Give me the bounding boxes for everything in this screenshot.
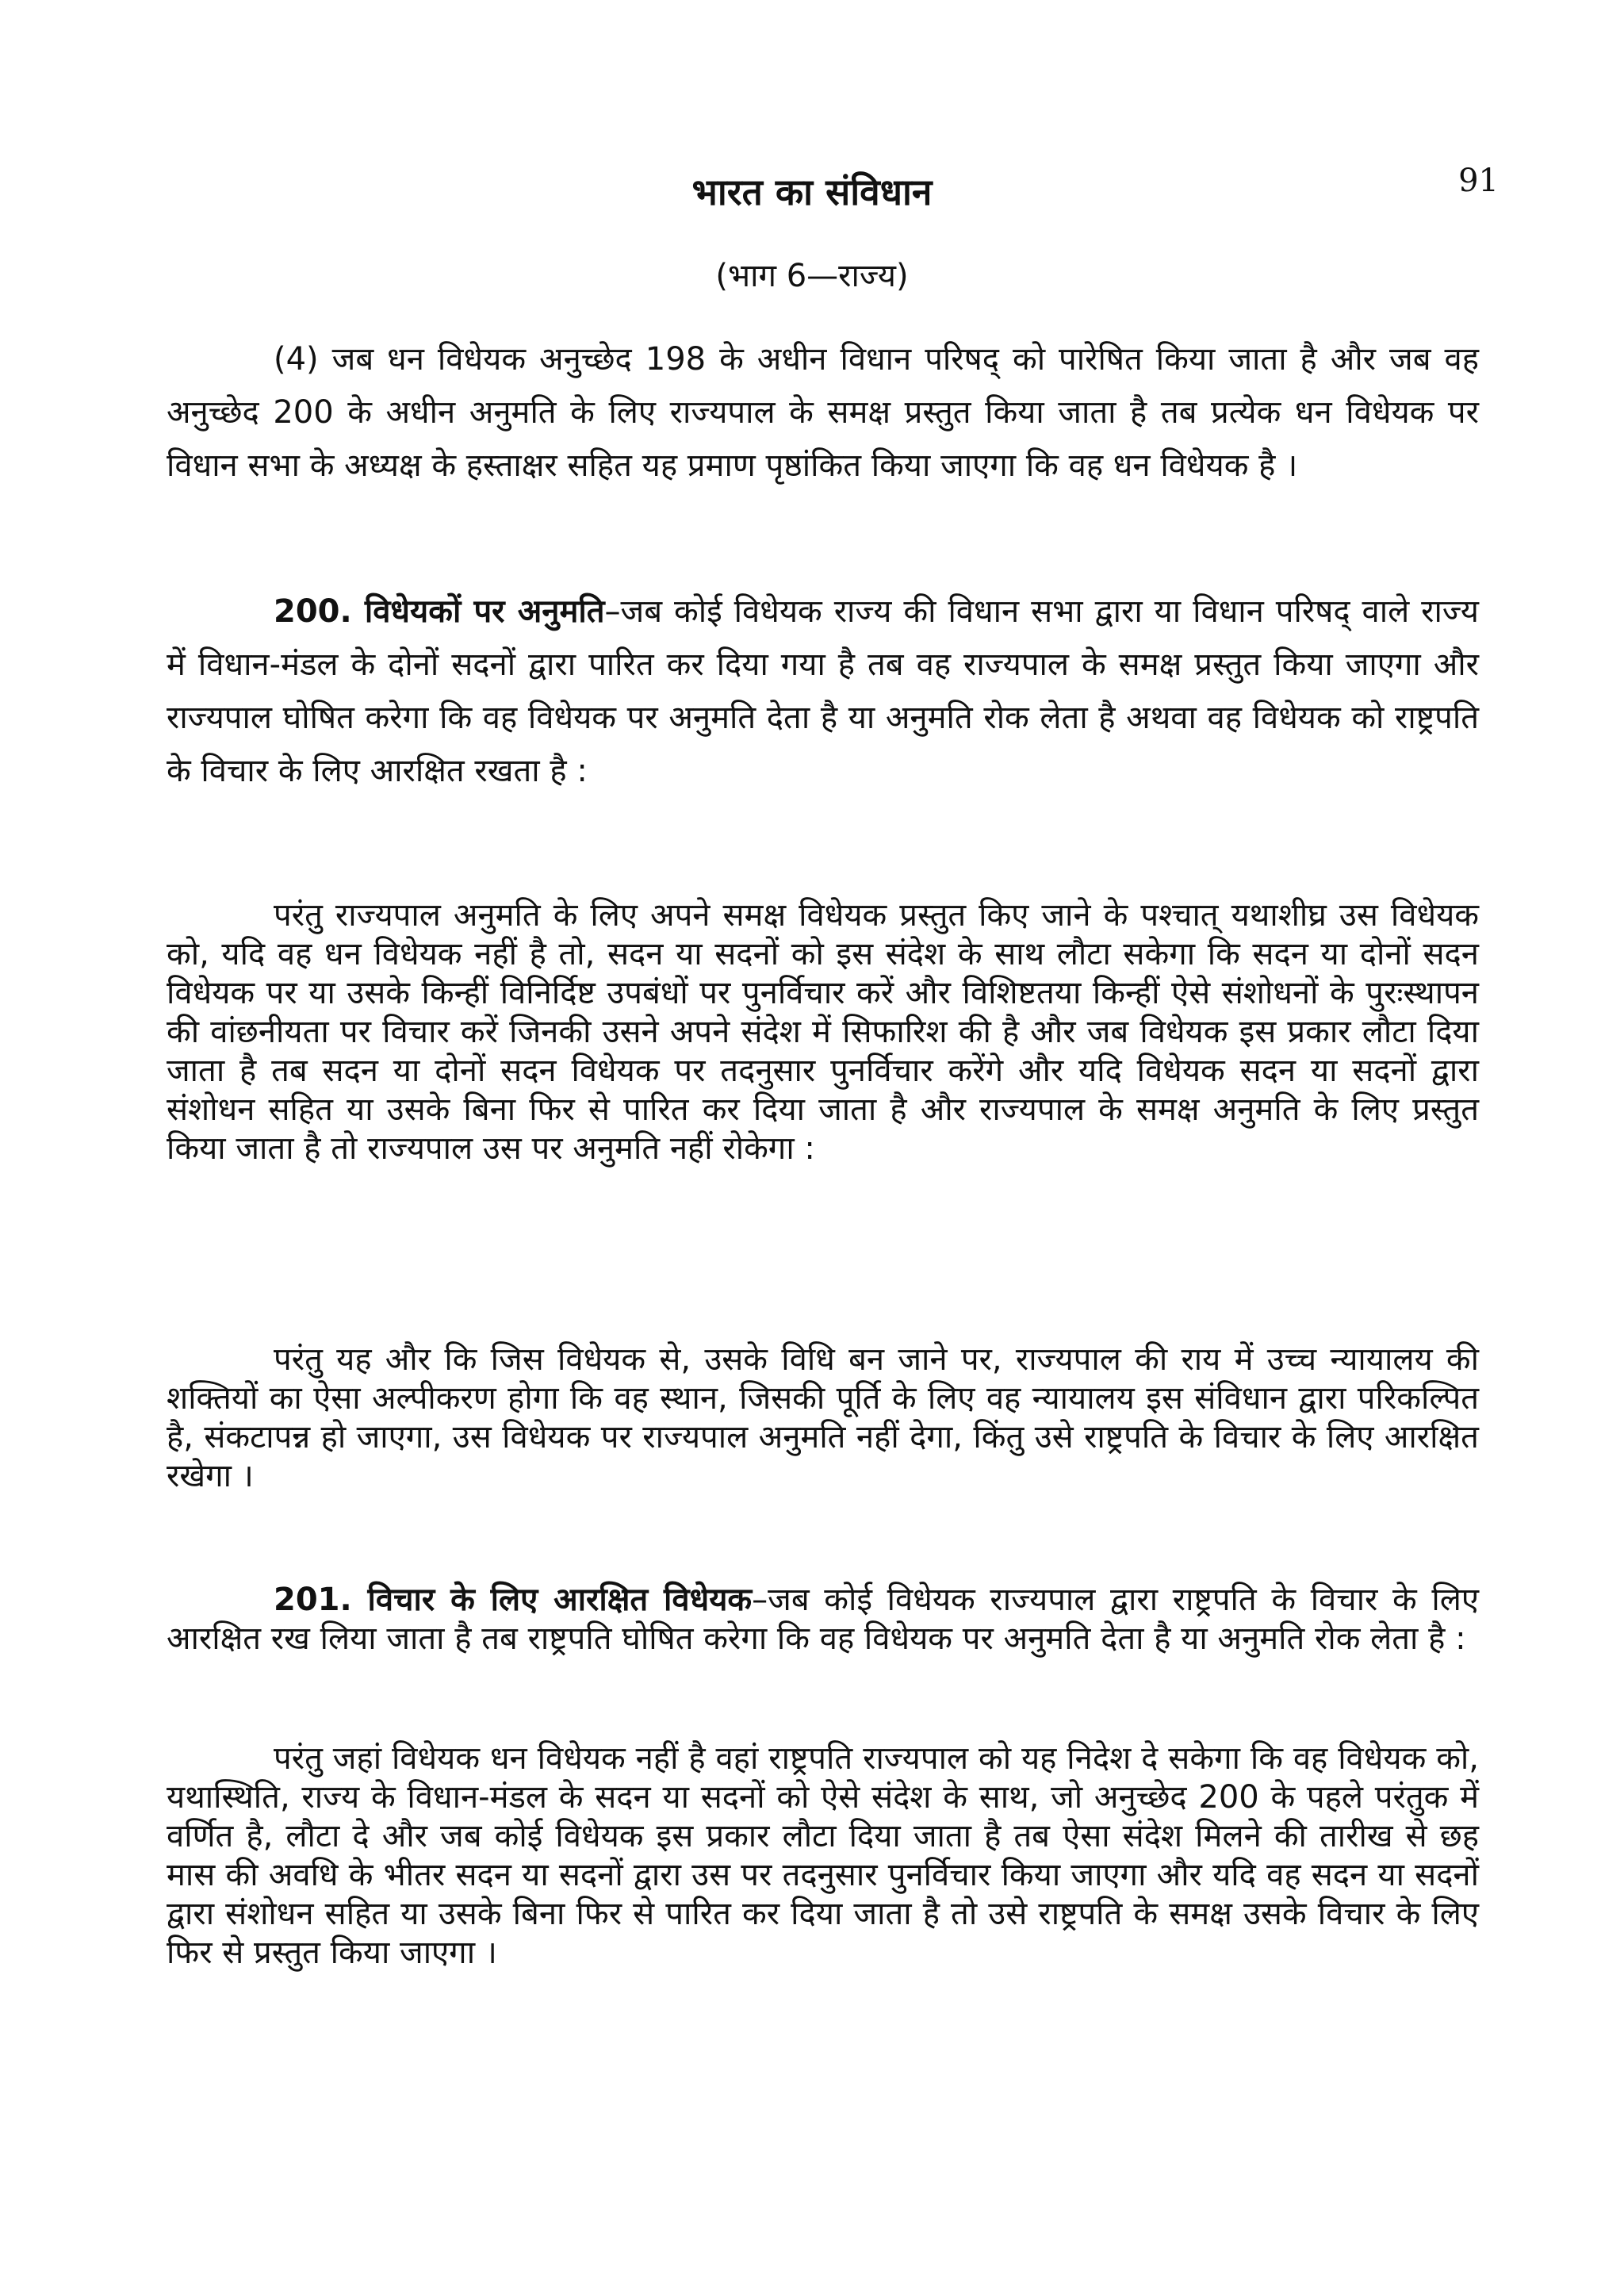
paragraph-text: परंतु जहां विधेयक धन विधेयक नहीं है वहां राष्ट्रपति राज्यपाल को यह निदेश दे सकेगा कि वह विधेयक को, यथास्थिति, राज्य के विधान-मंडल के सदन या सदनों को ऐसे संदेश के साथ, जो अनुच्छेद 200 के पहले परंतुक में वर्णित है, लौटा दे और जब कोई विधेयक इस प्रकार लौटा दिया जाता है तब ऐसा संदेश मिलने की तारीख से छह मास की अवधि के भीतर सदन या सदनों द्वारा उस पर तदनुसार पुनर्विचार किया जाएगा और यदि वह सदन या सदनों द्वारा संशोधन सहित या उसके बिना फिर से पारित कर दिया जाता है तो उसे राष्ट्रपति के समक्ष उसके विचार के लिए फिर से प्रस्तुत किया जाएगा । bbox=[167, 1740, 1479, 1971]
paragraph-article-201 bbox=[167, 1581, 1479, 1659]
paragraph-text: –जब कोई विधेयक राज्यपाल द्वारा राष्ट्रपति के विचार के लिए आरक्षित रख लिया जाता है तब राष्ट्रपति घोषित करेगा कि वह विधेयक पर अनुमति देता है या अनुमति रोक लेता है : bbox=[167, 1582, 1480, 1657]
page-number: 91 bbox=[1458, 163, 1499, 199]
paragraph-text: परंतु यह और कि जिस विधेयक से, उसके विधि बन जाने पर, राज्यपाल की राय में उच्च न्यायालय की शक्तियों का ऐसा अल्पीकरण होगा कि वह स्थान, जिसकी पूर्ति के लिए वह न्यायालय इस संविधान द्वारा परिकल्पित है, संकटापन्न हो जाएगा, उस विधेयक पर राज्यपाल अनुमति नहीं देगा, किंतु उसे राष्ट्रपति के विचार के लिए आरक्षित रखेगा । bbox=[167, 1341, 1479, 1494]
paragraph-proviso-2 bbox=[167, 1340, 1479, 1496]
article-heading: 201. विचार के लिए आरक्षित विधेयक bbox=[274, 1582, 753, 1618]
paragraph-text: (4) जब धन विधेयक अनुच्छेद 198 के अधीन विधान परिषद् को पारेषित किया जाता है और जब वह अनुच्छेद 200 के अधीन अनुमति के लिए राज्यपाल के समक्ष प्रस्तुत किया जाता है तब प्रत्येक धन विधेयक पर विधान सभा के अध्यक्ष के हस्ताक्षर सहित यह प्रमाण पृष्ठांकित किया जाएगा कि वह धन विधेयक है । bbox=[167, 341, 1479, 484]
paragraph-proviso-1 bbox=[167, 896, 1479, 1168]
paragraph-text: परंतु राज्यपाल अनुमति के लिए अपने समक्ष विधेयक प्रस्तुत किए जाने के पश्चात् यथाशीघ्र उस विधेयक को, यदि वह धन विधेयक नहीं है तो, सदन या सदनों को इस संदेश के साथ लौटा सकेगा कि सदन या दोनों सदन विधेयक पर या उसके किन्हीं विनिर्दिष्ट उपबंधों पर पुनर्विचार करें और विशिष्टतया किन्हीं ऐसे संशोधनों के पुरःस्थापन की वांछनीयता पर विचार करें जिनकी उसने अपने संदेश में सिफारिश की है और जब विधेयक इस प्रकार लौटा दिया जाता है तब सदन या दोनों सदन विधेयक पर तदनुसार पुनर्विचार करेंगे और यदि विधेयक सदन या सदनों द्वारा संशोधन सहित या उसके बिना फिर से पारित कर दिया जाता है और राज्यपाल के समक्ष अनुमति के लिए प्रस्तुत किया जाता है तो राज्यपाल उस पर अनुमति नहीं रोकेगा : bbox=[167, 897, 1479, 1167]
paragraph-proviso-201 bbox=[167, 1739, 1479, 1973]
page-subtitle: (भाग 6—राज्य) bbox=[715, 258, 909, 294]
paragraph-text: –जब कोई विधेयक राज्य की विधान सभा द्वारा या विधान परिषद् वाले राज्य में विधान-मंडल के दोनों सदनों द्वारा पारित कर दिया गया है तब वह राज्यपाल के समक्ष प्रस्तुत किया जाएगा और राज्यपाल घोषित करेगा कि वह विधेयक पर अनुमति देता है या अनुमति रोक लेता है अथवा वह विधेयक को राष्ट्रपति के विचार के लिए आरक्षित रखता है : bbox=[167, 593, 1479, 789]
article-heading: 200. विधेयकों पर अनुमति bbox=[274, 593, 605, 630]
paragraph-clause-4 bbox=[167, 333, 1479, 493]
paragraph-article-200 bbox=[167, 585, 1479, 798]
page-title: भारत का संविधान bbox=[691, 171, 933, 213]
